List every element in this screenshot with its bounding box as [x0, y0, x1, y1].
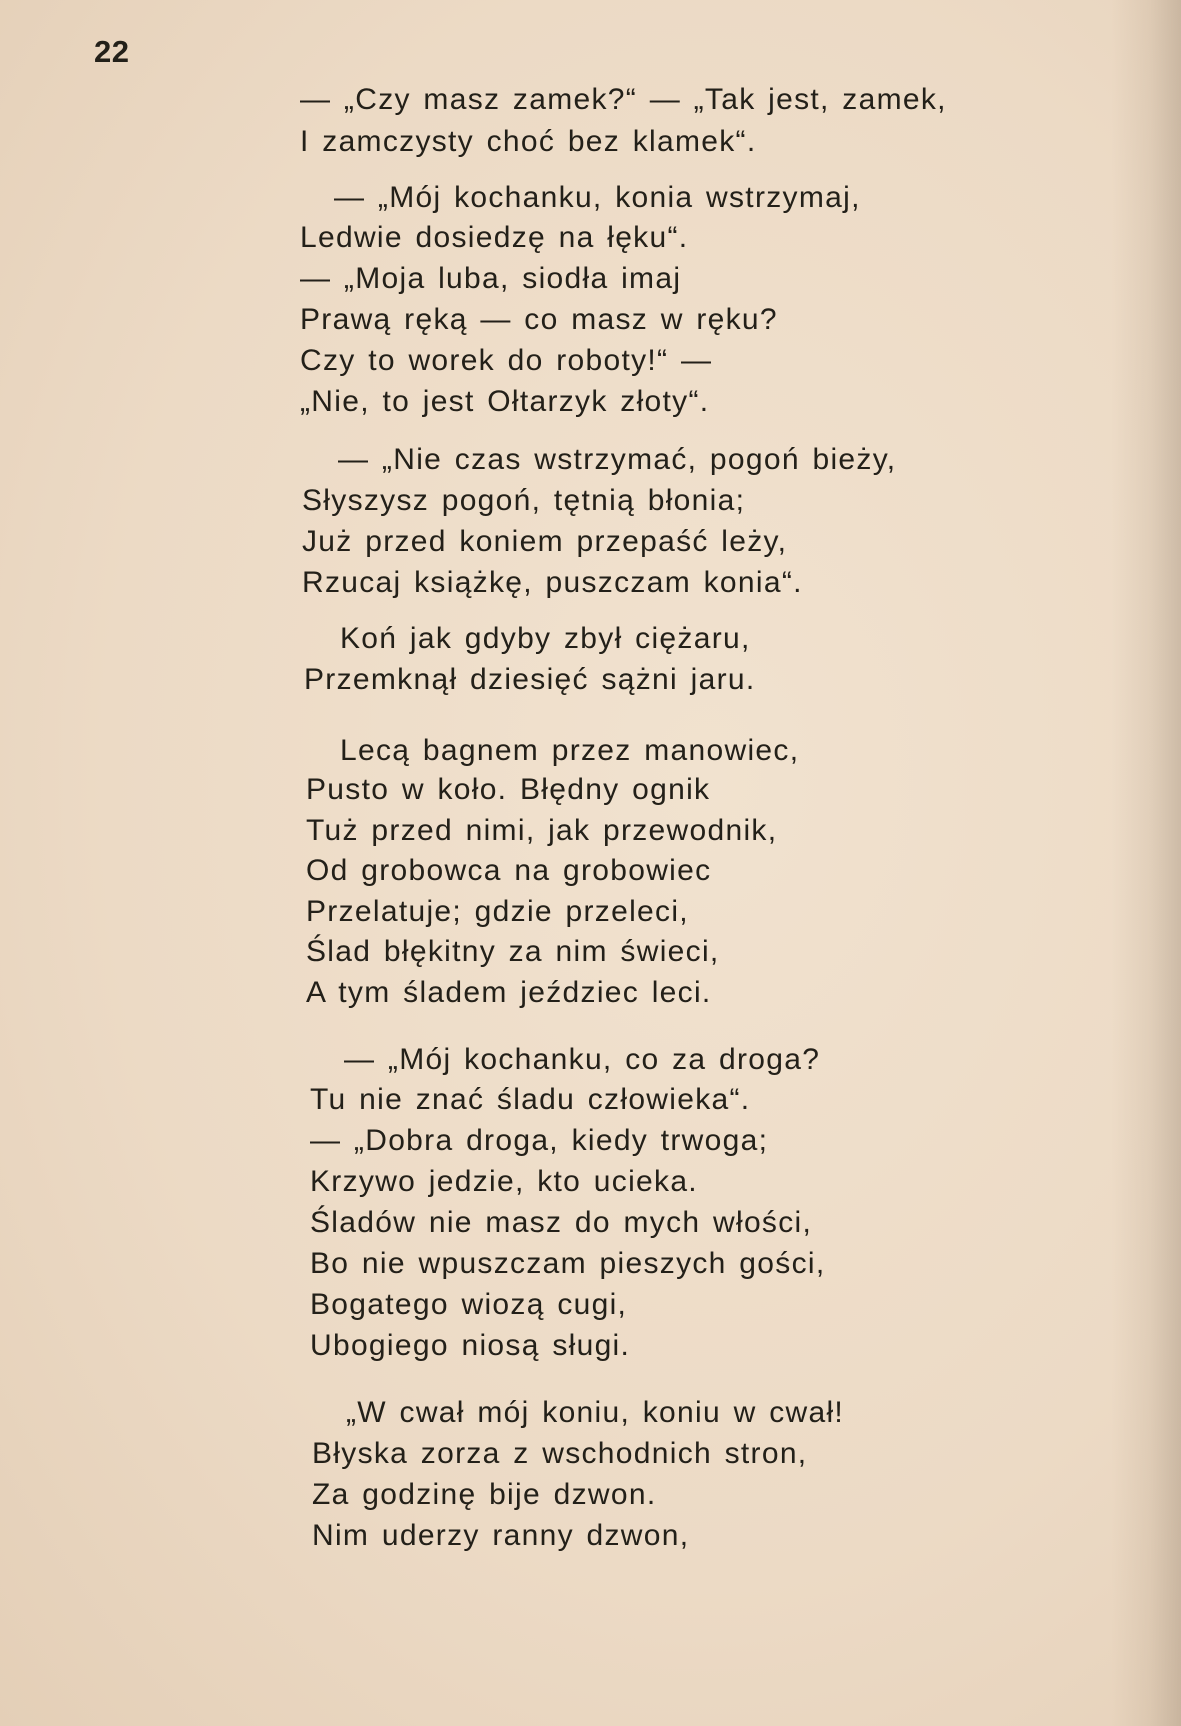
poem-line: — „Mój kochanku, konia wstrzymaj, [334, 181, 861, 214]
poem-line: Za godzinę bije dzwon. [312, 1478, 657, 1511]
poem-line: Ślad błękitny za nim świeci, [306, 935, 720, 968]
poem-line: Lecą bagnem przez manowiec, [340, 734, 800, 767]
poem-line: Krzywo jedzie, kto ucieka. [310, 1165, 698, 1198]
poem-line: Słyszysz pogoń, tętnią błonia; [302, 484, 746, 517]
page-number: 22 [94, 34, 130, 69]
poem-line: Koń jak gdyby zbył ciężaru, [340, 622, 751, 655]
poem-line: — „Moja luba, siodła imaj [300, 262, 682, 295]
poem-line: Bogatego wiozą cugi, [310, 1288, 628, 1321]
poem-line: Tuż przed nimi, jak przewodnik, [306, 814, 778, 847]
poem-line: Prawą ręką — co masz w ręku? [300, 303, 778, 336]
poem-line: Ubogiego niosą sługi. [310, 1329, 631, 1362]
poem-line: Czy to worek do roboty!“ — [300, 344, 713, 377]
poem-line: Przelatuje; gdzie przeleci, [306, 895, 689, 928]
poem-line: Już przed koniem przepaść leży, [302, 525, 788, 558]
poem-line: Przemknął dziesięć sążni jaru. [304, 663, 756, 696]
poem-line: I zamczysty choć bez klamek“. [300, 125, 757, 158]
poem-line: Śladów nie masz do mych włości, [310, 1206, 813, 1239]
poem-line: Ledwie dosiedzę na łęku“. [300, 221, 689, 254]
poem-line: Od grobowca na grobowiec [306, 854, 712, 887]
poem-line: Bo nie wpuszczam pieszych gości, [310, 1247, 826, 1280]
poem-line: Rzucaj książkę, puszczam konia“. [302, 566, 803, 599]
poem-line: Pusto w koło. Błędny ognik [306, 773, 711, 806]
poem-line: A tym śladem jeździec leci. [306, 976, 712, 1009]
poem-line: — „Nie czas wstrzymać, pogoń bieży, [338, 443, 897, 476]
poem-line: — „Mój kochanku, co za droga? [344, 1043, 821, 1076]
poem-line: Tu nie znać śladu człowieka“. [310, 1083, 751, 1116]
poem-line: Nim uderzy ranny dzwon, [312, 1519, 690, 1552]
poem-line: — „Dobra droga, kiedy trwoga; [310, 1124, 769, 1157]
poem-line: „Nie, to jest Ołtarzyk złoty“. [300, 385, 710, 418]
poem-line: Błyska zorza z wschodnich stron, [312, 1437, 808, 1470]
poem-line: „W cwał mój koniu, koniu w cwał! [346, 1396, 845, 1429]
poem-line: — „Czy masz zamek?“ — „Tak jest, zamek, [300, 83, 947, 116]
